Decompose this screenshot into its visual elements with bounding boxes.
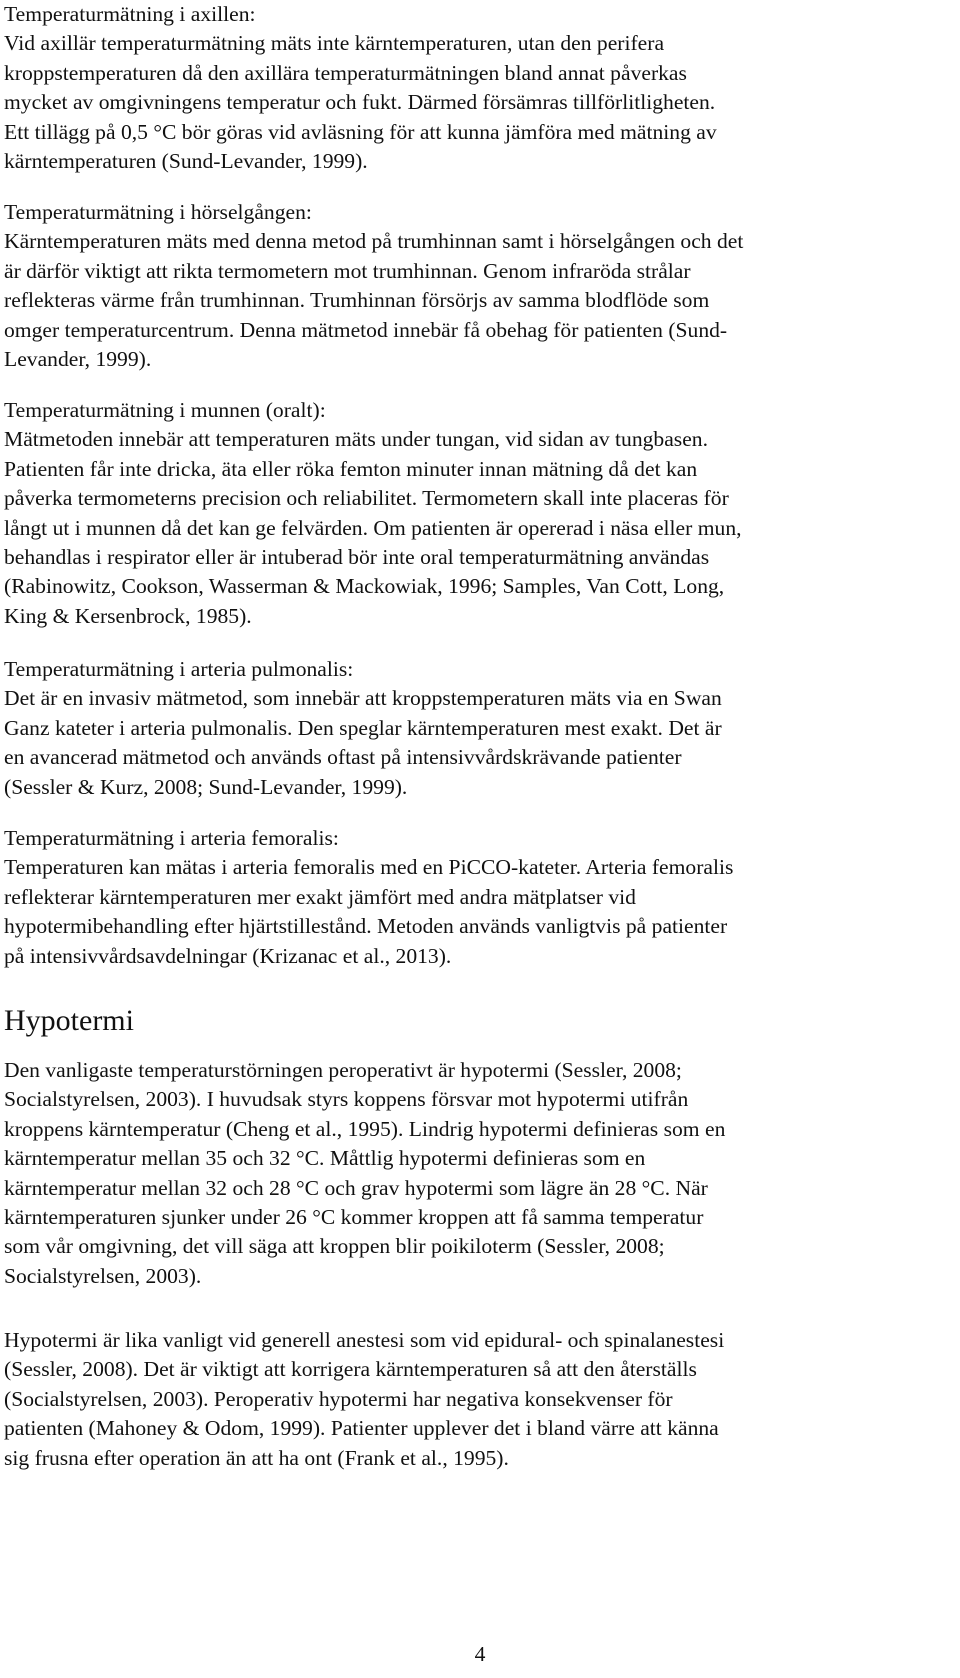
text-line: Den vanligaste temperaturstörningen peroperativt är hypotermi (Sessler, 2008; (4, 1058, 682, 1082)
section-arteria-pulmonalis (4, 655, 722, 802)
paragraph-munnen (4, 396, 742, 631)
text-line: kärntemperatur mellan 32 och 28 °C och grav hypotermi som lägre än 28 °C. När (4, 1175, 708, 1200)
text-line: (Rabinowitz, Cookson, Wasserman & Mackowiak, 1996; Samples, Van Cott, Long, (4, 574, 725, 599)
section-horselgangen (4, 198, 743, 374)
text-line: Kärntemperaturen mäts med denna metod på trumhinnan samt i hörselgången och det (4, 229, 744, 254)
text-line: Socialstyrelsen, 2003). I huvudsak styrs koppens försvar mot hypotermi utifrån (4, 1087, 689, 1112)
text-line: Temperaturen kan mätas i arteria femoralis med en PiCCO-kateter. Arteria femoralis (4, 855, 734, 880)
text-line: Hypotermi är lika vanligt vid generell anestesi som vid epidural- och spinalanestesi (4, 1328, 725, 1352)
text-line: kärntemperatur mellan 35 och 32 °C. Måttlig hypotermi definieras som en (4, 1146, 646, 1171)
text-line: Ganz kateter i arteria pulmonalis. Den speglar kärntemperaturen mest exakt. Det är (4, 715, 722, 740)
paragraph-horselgangen (4, 198, 743, 374)
section-title: Temperaturmätning i arteria pulmonalis: (4, 657, 354, 681)
text-line: Vid axillär temperaturmätning mäts inte kärntemperaturen, utan den perifera (4, 31, 665, 56)
text-line: (Socialstyrelsen, 2003). Peroperativ hypotermi har negativa konsekvenser för (4, 1386, 673, 1411)
text-line: Levander, 1999). (4, 347, 152, 372)
text-line: kroppens kärntemperatur (Cheng et al., 1995). Lindrig hypotermi definieras som en (4, 1116, 726, 1141)
section-munnen (4, 396, 742, 631)
text-line: långt ut i munnen då det kan ge felvärden. Om patienten är opererad i näsa eller mun, (4, 515, 742, 540)
section-hypotermi-2 (4, 1326, 724, 1473)
section-title: Temperaturmätning i arteria femoralis: (4, 826, 339, 850)
paragraph-hypotermi-2 (4, 1326, 724, 1473)
page-number: 4 (474, 1642, 486, 1666)
text-line: Patienten får inte dricka, äta eller röka femton minuter innan mätning då det kan (4, 456, 698, 481)
section-arteria-femoralis (4, 824, 733, 971)
text-line: sig frusna efter operation än att ha ont (Frank et al., 1995). (4, 1445, 509, 1470)
text-line: mycket av omgivningens temperatur och fukt. Därmed försämras tillförlitligheten. (4, 90, 716, 115)
text-line: Socialstyrelsen, 2003). (4, 1263, 202, 1288)
text-line: (Sessler & Kurz, 2008; Sund-Levander, 1999). (4, 774, 408, 799)
section-title: Temperaturmätning i axillen: (4, 2, 256, 26)
paragraph-hypotermi-1 (4, 1056, 725, 1291)
section-hypotermi-1 (4, 1056, 725, 1291)
section-title: Temperaturmätning i munnen (oralt): (4, 398, 326, 422)
text-line: patienten (Mahoney & Odom, 1999). Patienter upplever det i bland värre att känna (4, 1416, 719, 1441)
text-line: (Sessler, 2008). Det är viktigt att korrigera kärntemperaturen så att den återställs (4, 1357, 697, 1382)
text-line: reflekteras värme från trumhinnan. Trumhinnan försörjs av samma blodflöde som (4, 288, 710, 313)
paragraph-axillen (4, 0, 717, 176)
text-line: är därför viktigt att rikta termometern mot trumhinnan. Genom infraröda strålar (4, 258, 691, 283)
section-axillen (4, 0, 717, 176)
text-line: omger temperaturcentrum. Denna mätmetod innebär få obehag för patienten (Sund- (4, 317, 728, 342)
section-title: Temperaturmätning i hörselgången: (4, 200, 312, 224)
paragraph-arteria-femoralis (4, 824, 733, 971)
text-line: Det är en invasiv mätmetod, som innebär att kroppstemperaturen mäts via en Swan (4, 686, 722, 711)
text-line: påverka termometerns precision och reliabilitet. Termometern skall inte placeras för (4, 486, 729, 511)
text-line: reflekterar kärntemperaturen mer exakt jämfört med andra mätplatser vid (4, 884, 636, 909)
text-line: Mätmetoden innebär att temperaturen mäts under tungan, vid sidan av tungbasen. (4, 427, 708, 452)
text-line: behandlas i respirator eller är intuberad bör inte oral temperaturmätning användas (4, 545, 710, 570)
text-line: hypotermibehandling efter hjärtstillestånd. Metoden används vanligtvis på patienter (4, 914, 728, 939)
text-line: på intensivvårdsavdelningar (Krizanac et al., 2013). (4, 943, 452, 968)
text-line: King & Kersenbrock, 1985). (4, 603, 252, 628)
text-line: kärntemperaturen (Sund-Levander, 1999). (4, 149, 368, 174)
text-line: som vår omgivning, det vill säga att kroppen blir poikiloterm (Sessler, 2008; (4, 1234, 665, 1259)
text-line: en avancerad mätmetod och används oftast på intensivvårdskrävande patienter (4, 745, 682, 770)
text-line: Ett tillägg på 0,5 °C bör göras vid avläsning för att kunna jämföra med mätning av (4, 119, 717, 144)
text-line: kärntemperaturen sjunker under 26 °C kommer kroppen att få samma temperatur (4, 1205, 704, 1230)
paragraph-arteria-pulmonalis (4, 655, 722, 802)
text-line: kroppstemperaturen då den axillära temperaturmätningen bland annat påverkas (4, 60, 687, 85)
section-heading: Hypotermi (4, 1004, 134, 1037)
